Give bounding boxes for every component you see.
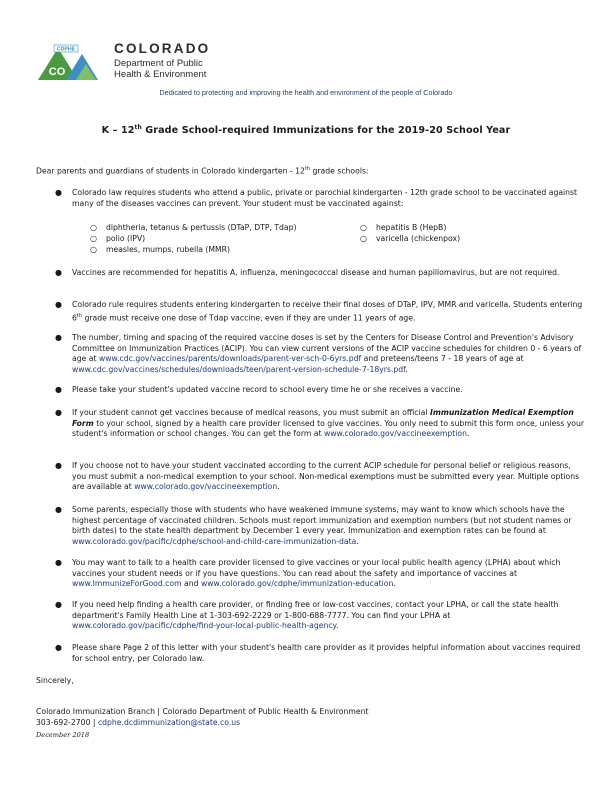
rule-text: Colorado rule requires students entering kindergarten to receive their final doses of DTaP, IPV, MMR and varicella. Students entering 6 bbox=[72, 300, 583, 323]
logo-initials: CO bbox=[48, 66, 66, 78]
share-paragraph: Please share Page 2 of this letter with your student's health care provider as it provides helpful information about vaccines required for school entry, per Colorado law. bbox=[72, 643, 581, 663]
weak-text: Some parents, especially those with students who have weakened immune systems, may want to know which schools have the highest percentage of vaccinated children. Schools must report immunization and exemption numbers (but not student names or birth dates) to the state health department by December 1 every year. Immunization and exemption rates can be found at bbox=[72, 505, 572, 536]
circle-bullet-icon: ○ bbox=[90, 234, 97, 243]
vaccine-label: varicella (chickenpox) bbox=[376, 234, 461, 243]
logo-acronym: CDPHE bbox=[56, 46, 76, 53]
phone-number: 303-692-2700 | bbox=[36, 718, 98, 727]
medical-text-end: . bbox=[467, 429, 470, 439]
branch-line: Colorado Immunization Branch | Colorado Department of Public Health & Environment bbox=[36, 707, 369, 716]
bullet-dot: ● bbox=[55, 385, 62, 394]
email-link[interactable]: cdphe.dcdimmunization@state.co.us bbox=[97, 718, 241, 727]
provider-paragraph bbox=[72, 558, 584, 590]
cdc-schedule-7-18-link[interactable]: www.cdc.gov/vaccines/schedules/downloads/teen/parent-version-schedule-7-18yrs.pdf bbox=[72, 364, 406, 374]
timing-paragraph bbox=[72, 333, 584, 375]
recommended-paragraph: Vaccines are recommended for hepatitis A, influenza, meningococcal disease and human papillomavirus, but are not required. bbox=[72, 268, 560, 277]
rule-sup: th bbox=[76, 312, 83, 319]
bullet-dot: ● bbox=[55, 643, 62, 652]
org-block bbox=[114, 42, 210, 80]
bullet-dot: ● bbox=[55, 505, 62, 514]
signoff: Sincerely, bbox=[36, 676, 74, 685]
find-lpha-link[interactable]: www.colorado.gov/pacific/cdphe/find-your-local-public-health-agency bbox=[72, 621, 337, 631]
org-name: COLORADO bbox=[114, 41, 211, 56]
bullet-dot: ● bbox=[55, 300, 62, 309]
vaccine-label: measles, mumps, rubella (MMR) bbox=[106, 245, 230, 254]
talk-text-end: . bbox=[393, 579, 396, 589]
talk-text: You may want to talk to a health care provider licensed to give vaccines or your local public health agency (LPHA) about which vaccines your student needs or if you have questions. You can read about the safety and importance of vaccines at bbox=[72, 558, 561, 578]
vaccine-item bbox=[360, 234, 461, 245]
vaccine-label: polio (IPV) bbox=[106, 234, 146, 243]
greeting-suffix: grade schools: bbox=[310, 166, 369, 176]
tagline: Dedicated to protecting and improving the health and environment of the people of Colorado bbox=[159, 88, 453, 97]
vaccine-item bbox=[90, 234, 146, 245]
cdc-schedule-0-6-link[interactable]: www.cdc.gov/vaccines/parents/downloads/parent-ver-sch-0-6yrs.pdf bbox=[98, 354, 362, 364]
vaccine-item bbox=[90, 245, 230, 256]
contact-line bbox=[36, 718, 240, 729]
page-title bbox=[0, 124, 612, 136]
law-paragraph: Colorado law requires students who attend a public, private or parochial kindergarten - 12th grade school to be vaccinated against many of the diseases vaccines can prevent. Your student must be vaccinated against: bbox=[72, 188, 578, 208]
circle-bullet-icon: ○ bbox=[90, 245, 97, 254]
title-suffix: Grade School-required Immunizations for the 2019-20 School Year bbox=[141, 125, 511, 137]
bullet-dot: ● bbox=[55, 408, 62, 417]
cdphe-logo bbox=[36, 42, 108, 82]
vaccine-item bbox=[360, 223, 447, 234]
immunization-data-link[interactable]: www.colorado.gov/pacific/cdphe/school-and-child-care-immunization-data bbox=[72, 536, 357, 546]
dept-line-1: Department of Public bbox=[114, 58, 203, 69]
timing-text-end: . bbox=[405, 364, 408, 374]
nonmed-text: If you choose not to have your student vaccinated according to the current ACIP schedule for personal belief or religious reasons, you must submit a non-medical exemption to your school. Non-medical exemptions must be submitted every year. Multiple options are available at bbox=[72, 461, 580, 492]
bullet-dot: ● bbox=[55, 600, 62, 609]
record-paragraph: Please take your student's updated vaccine record to school every time he or she receives a vaccine. bbox=[72, 385, 463, 394]
talk-text-mid: and bbox=[181, 579, 201, 589]
document-date: December 2018 bbox=[36, 731, 90, 739]
immunization-education-link[interactable]: www.colorado.gov/cdphe/immunization-education bbox=[200, 579, 394, 589]
circle-bullet-icon: ○ bbox=[360, 234, 367, 243]
nonmedical-exemption-paragraph bbox=[72, 461, 584, 493]
help-paragraph bbox=[72, 600, 584, 632]
title-sup: th bbox=[134, 124, 142, 131]
bullet-dot: ● bbox=[55, 268, 62, 277]
dept-line-2: Health & Environment bbox=[114, 68, 207, 80]
title-prefix: K – 12 bbox=[101, 125, 135, 137]
medical-exemption-paragraph bbox=[72, 408, 584, 440]
medical-text: If your student cannot get vaccines because of medical reasons, you must submit an official bbox=[72, 408, 430, 417]
vaccine-exemption-link[interactable]: www.colorado.gov/vaccineexemption bbox=[134, 482, 278, 492]
vaccine-label: hepatitis B (HepB) bbox=[376, 223, 447, 232]
greeting bbox=[36, 164, 576, 177]
vaccine-label: diphtheria, tetanus & pertussis (DTaP, DTP, Tdap) bbox=[106, 223, 297, 232]
help-text: If you need help finding a health care provider, or finding free or low-cost vaccines, contact your LPHA, or call the state health department's Family Health Line at 1-303-692-2229 or 1-800-688-7777. You can find your LPHA at bbox=[72, 600, 559, 620]
rule-text-end: grade must receive one dose of Tdap vaccine, even if they are under 11 years of age. bbox=[82, 313, 416, 323]
nonmed-text-end: . bbox=[277, 482, 280, 492]
timing-text-mid: and preteens/teens 7 - 18 years of age at bbox=[361, 354, 524, 364]
bullet-dot: ● bbox=[55, 333, 62, 342]
immunize-for-good-link[interactable]: www.ImmunizeForGood.com bbox=[72, 579, 182, 589]
bullet-dot: ● bbox=[55, 188, 62, 197]
vaccine-item bbox=[90, 223, 297, 234]
medical-text-mid: to your school, signed by a health care provider licensed to give vaccines. You only need to submit this form once, unless your student's information or school changes. You can get the form at bbox=[72, 418, 585, 439]
greeting-prefix: Dear parents and guardians of students in Colorado kindergarten - 12 bbox=[36, 166, 305, 176]
timing-text: The number, timing and spacing of the required vaccine doses is set by the Centers for Disease Control and Prevention's Advisory Committee on Immunization Practices (ACIP). You can view current versions of the ACIP vaccine schedules for children 0 - 6 years of age at bbox=[72, 333, 582, 364]
bullet-dot: ● bbox=[55, 558, 62, 567]
vaccine-exemption-link[interactable]: www.colorado.gov/vaccineexemption bbox=[323, 429, 467, 439]
immunization-data-paragraph bbox=[72, 505, 584, 547]
greeting-sup: th bbox=[304, 166, 311, 172]
circle-bullet-icon: ○ bbox=[90, 223, 97, 232]
help-text-end: . bbox=[336, 621, 339, 631]
circle-bullet-icon: ○ bbox=[360, 223, 367, 232]
bullet-dot: ● bbox=[55, 461, 62, 470]
rule-paragraph bbox=[72, 300, 584, 324]
weak-text-end: . bbox=[356, 536, 359, 546]
medical-form-name: Immunization Medical Exemption Form bbox=[72, 408, 574, 428]
